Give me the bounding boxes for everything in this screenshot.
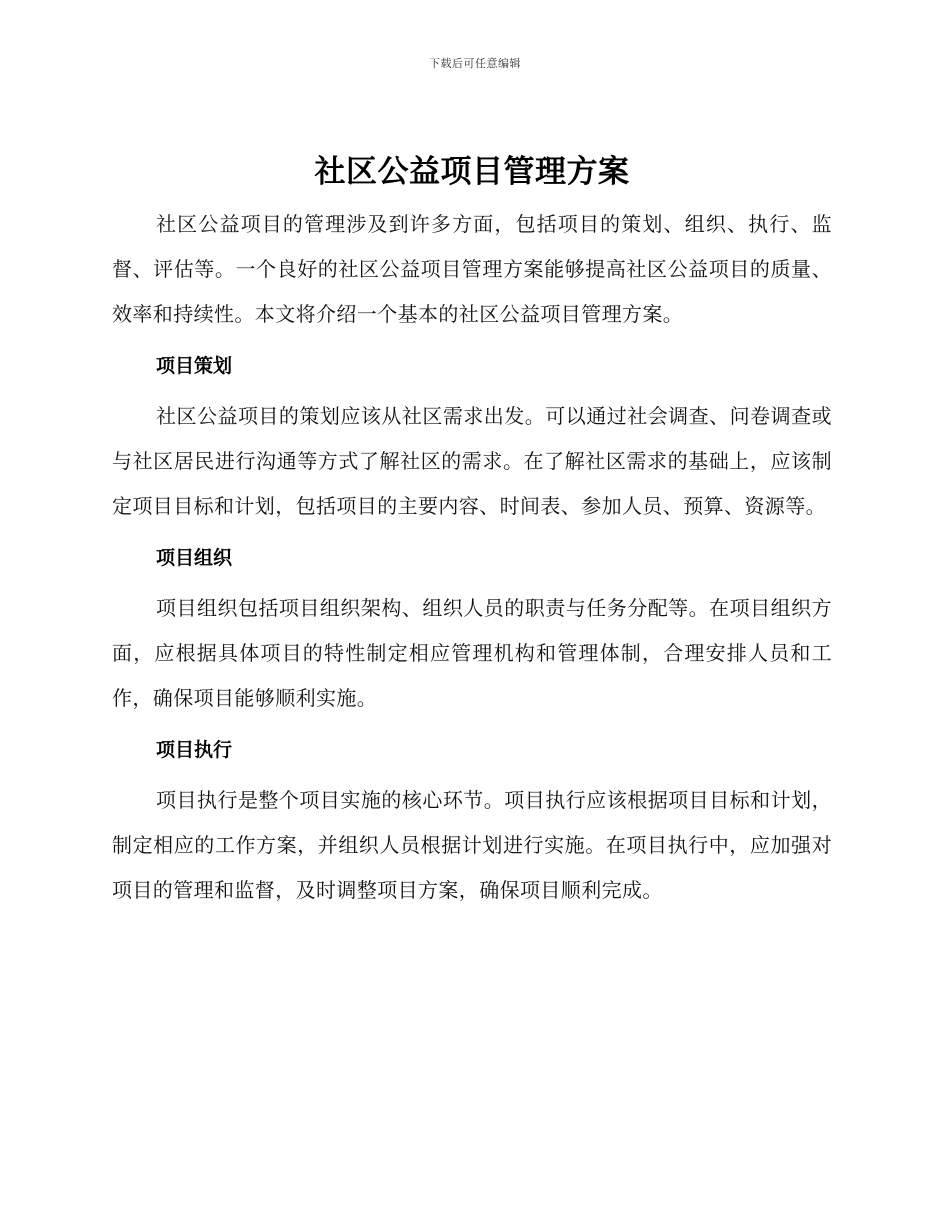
document-title: 社区公益项目管理方案 — [314, 154, 630, 190]
section-body-organization: 项目组织包括项目组织架构、组织人员的职责与任务分配等。在项目组织方面，应根据具体项目的特性制定相应管理机构和管理体制，合理安排人员和工作，确保项目能够顺利实施。 — [112, 596, 832, 710]
section-body-execution: 项目执行是整个项目实施的核心环节。项目执行应该根据项目目标和计划，制定相应的工作方案，并组织人员根据计划进行实施。在项目执行中，应加强对项目的管理和监督，及时调整项目方案，确保项目顺利完成。 — [112, 788, 832, 902]
document-body — [112, 150, 832, 913]
section-heading-planning: 项目策划 — [156, 355, 233, 377]
page-header-note: 下载后可任意编辑 — [429, 57, 521, 70]
section-organization — [112, 540, 832, 721]
section-heading-execution: 项目执行 — [156, 739, 233, 761]
intro-paragraph: 社区公益项目的管理涉及到许多方面，包括项目的策划、组织、执行、监督、评估等。一个良好的社区公益项目管理方案能够提高社区公益项目的质量、效率和持续性。本文将介绍一个基本的社区公益项目管理方案。 — [112, 212, 832, 326]
section-planning — [112, 348, 832, 529]
section-execution — [112, 732, 832, 913]
section-body-planning: 社区公益项目的策划应该从社区需求出发。可以通过社会调查、问卷调查或与社区居民进行沟通等方式了解社区的需求。在了解社区需求的基础上，应该制定项目目标和计划，包括项目的主要内容、时间表、参加人员、预算、资源等。 — [112, 404, 832, 518]
section-heading-organization: 项目组织 — [156, 547, 233, 569]
